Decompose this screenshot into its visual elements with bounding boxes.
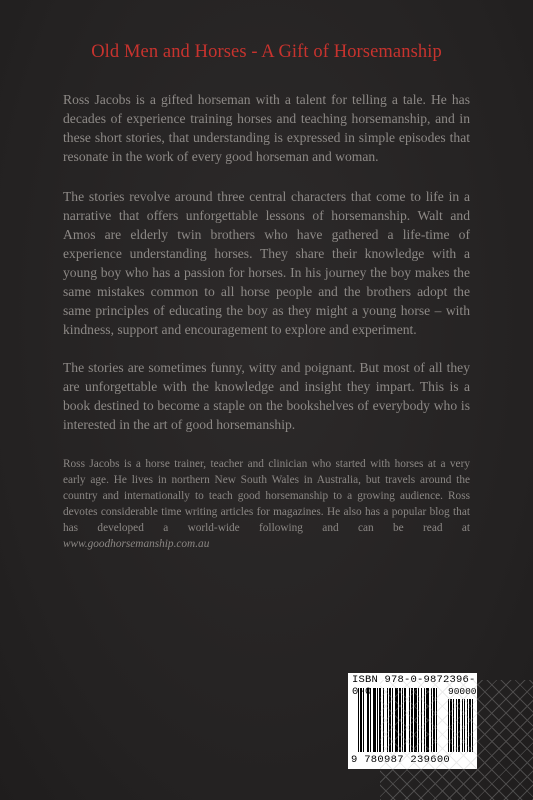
book-title: Old Men and Horses - A Gift of Horsemanship [91,42,442,62]
author-bio [63,456,470,552]
description-paragraph-1: Ross Jacobs is a gifted horseman with a talent for telling a tale. He has decades of experience training horses and teaching horsemanship, and in these short stories, that understanding is expressed in simple episodes that resonate in the work of every good horseman and woman. [63,92,470,164]
ean-digits: 9 780987 239600 [351,754,451,766]
author-website: www.goodhorsemanship.com.au [63,538,210,550]
isbn-barcode [348,673,477,769]
description-paragraph-3: The stories are sometimes funny, witty and poignant. But most of all they are unforgettable with the knowledge and insight they impart. This is a book destined to become a staple on the bookshelves of everybody who is interested in the art of good horsemanship. [63,360,470,432]
description-paragraph-2: The stories revolve around three central characters that come to life in a narrative that offers unforgettable lessons of horsemanship. Walt and Amos are elderly twin brothers who have gathered a life-time of experience understanding horses. They share their knowledge with a young boy who has a passion for horses. In his journey the boy makes the same mistakes common to all horse people and the brothers adopt the same principles of educating the boy as they might a young horse – with kindness, support and encouragement to explore and experiment. [63,189,470,337]
isbn-number: ISBN 978-0-9872396-0-0 [352,674,476,698]
author-bio-text: Ross Jacobs is a horse trainer, teacher and clinician who started with horses at a very early age. He lives in northern New South Wales in Australia, but travels around the country and internationally to teach good horsemanship to a growing audience. Ross devotes considerable time writing articles for magazines. He also has a popular blog that has developed a world-wide following and can be read at [63,458,470,534]
price-code: 90000 [448,686,477,697]
